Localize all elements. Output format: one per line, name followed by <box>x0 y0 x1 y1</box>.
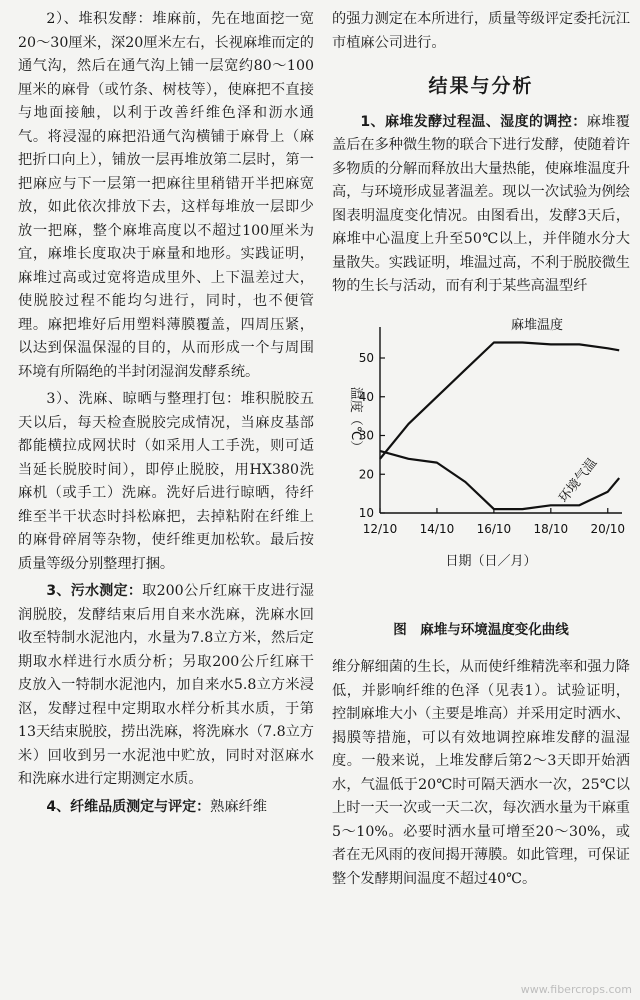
section-title: 结果与分析 <box>428 75 534 97</box>
paragraph-text: 取200公斤红麻干皮进行湿润脱胶，发酵结束后用自来水洗麻，洗麻水回收至特制水泥池内，水量为7.8立方米，然后定期取水样进行水质分析；另取200公斤红麻干皮放入一特制水泥池内，加自来水5.8立方米浸沤，发酵过程中定期取水样分析其水质，于第13天结束脱胶，捞出洗麻，将洗麻水（7.8立方米）回收到另一水泥池中贮放，同时对沤麻水和洗麻水进行定期测定水质。 <box>18 583 314 787</box>
y-tick-label: 20 <box>358 466 374 481</box>
sub-head: 1、麻堆发酵过程温、湿度的调控： <box>360 113 587 130</box>
y-tick-label: 40 <box>358 389 374 404</box>
figure-caption: 图 麻堆与环境温度变化曲线 <box>393 621 569 638</box>
paragraph-text: 熟麻纤维 <box>210 798 267 815</box>
paragraph-head: 4、纤维品质测定与评定： <box>46 798 211 815</box>
left-column <box>18 8 314 819</box>
y-axis-label: 温度（℃） <box>348 386 363 453</box>
temperature-chart <box>332 313 630 613</box>
y-tick-label: 50 <box>358 350 374 365</box>
watermark: www.fibercrops.com <box>520 983 632 996</box>
series-line-1 <box>380 342 619 458</box>
x-tick-label: 18/10 <box>533 521 569 536</box>
right-column <box>332 8 630 891</box>
series-label-1: 麻堆温度 <box>510 317 563 333</box>
paragraph-text: 麻堆覆盖后在多种微生物的联合下进行发酵，使随着许多物质的分解而释放出大量热能，使麻堆温度升高，与环境形成显著温差。现以一次试验为例绘图表明温度变化情况。由图看出，发酵3天后，麻堆中心温度上升至50℃以上，并伴随水分大量散失。实践证明，堆温过高，不利于脱胶微生物的生长与活动，而有利于某些高温型纤 <box>332 113 630 294</box>
paragraph-stacking <box>18 8 314 384</box>
x-tick-label: 16/10 <box>476 521 512 536</box>
x-tick-label: 20/10 <box>590 521 626 536</box>
x-tick-label: 14/10 <box>419 521 455 536</box>
chart-svg <box>332 313 630 613</box>
y-tick-label: 10 <box>358 505 374 520</box>
series-label-2: 环境气温 <box>556 455 601 506</box>
x-axis-label: 日期（日／月） <box>445 553 537 569</box>
x-tick-label: 12/10 <box>362 521 398 536</box>
paragraph-wastewater <box>18 580 314 792</box>
paragraph-washing <box>18 388 314 576</box>
paragraph-fiber-quality <box>18 796 314 820</box>
paragraph-head: 3、污水测定： <box>46 583 143 599</box>
paragraph-after-figure: 维分解细菌的生长，从而使纤维精洗率和强力降低，并影响纤维的色泽（见表1）。试验证明，控制麻堆大小（主要是堆高）并采用定时洒水、揭膜等措施，可以有效地调控麻堆发酵的温湿度。一般来说，上堆发酵后第2～3天即开始洒水，气温低于20℃时可隔天洒水一次，25℃以上时一天一次或一天二次，每次洒水量为干麻重5～10%。必要时洒水量可增至20～30%，或者在无风雨的夜间揭开薄膜。如此管理，可保证整个发酵期间温度不超过40℃。 <box>332 659 630 887</box>
paragraph-text: 3）、洗麻、晾晒与整理打包：堆积脱胶五天以后，每天检查脱胶完成情况，当麻皮基部都能横拉成网状时（如采用人工手洗，则可适当延长脱胶时间），即停止脱胶，用HX380洗麻机（或手工）洗麻。洗好后进行晾晒，待纤维至半干状态时抖松麻把，去掉粘附在纤维上的麻骨碎屑等杂物，使纤维更加松软。最后按质量等级分别整理打捆。 <box>18 391 314 572</box>
paragraph-continued: 的强力测定在本所进行，质量等级评定委托沅江市植麻公司进行。 <box>332 11 630 51</box>
paragraph-text: 2）、堆积发酵：堆麻前，先在地面挖一宽20～30厘米，深20厘米左右，长视麻堆而定的通气沟，然后在通气沟上铺一层宽约80～100厘米的麻骨（或竹条、树枝等），使麻把不直接与地面接触，以利于改善纤维色泽和沥水通气。将浸湿的麻把沿通气沟横铺于麻骨上（麻把折口向上），铺放一层再堆放第二层时，第一把麻应与下一层第一把麻往里稍错开半把麻宽放，如此依次排放下去，这样每堆放一层即少放一把麻，整个麻堆高度以不超过100厘米为宜，麻堆长度取决于麻量和地形。实践证明，麻堆过高或过宽将造成里外、上下温差过大，使脱胶过程不能均匀进行，同时，也不便管理。麻把堆好后用塑料薄膜覆盖，四周压紧，以达到保温保湿的目的，从而形成一个与周围环境有所隔绝的半封闭湿润发酵系统。 <box>18 11 314 380</box>
paragraph-temperature <box>332 111 630 299</box>
y-tick-label: 30 <box>358 428 374 442</box>
